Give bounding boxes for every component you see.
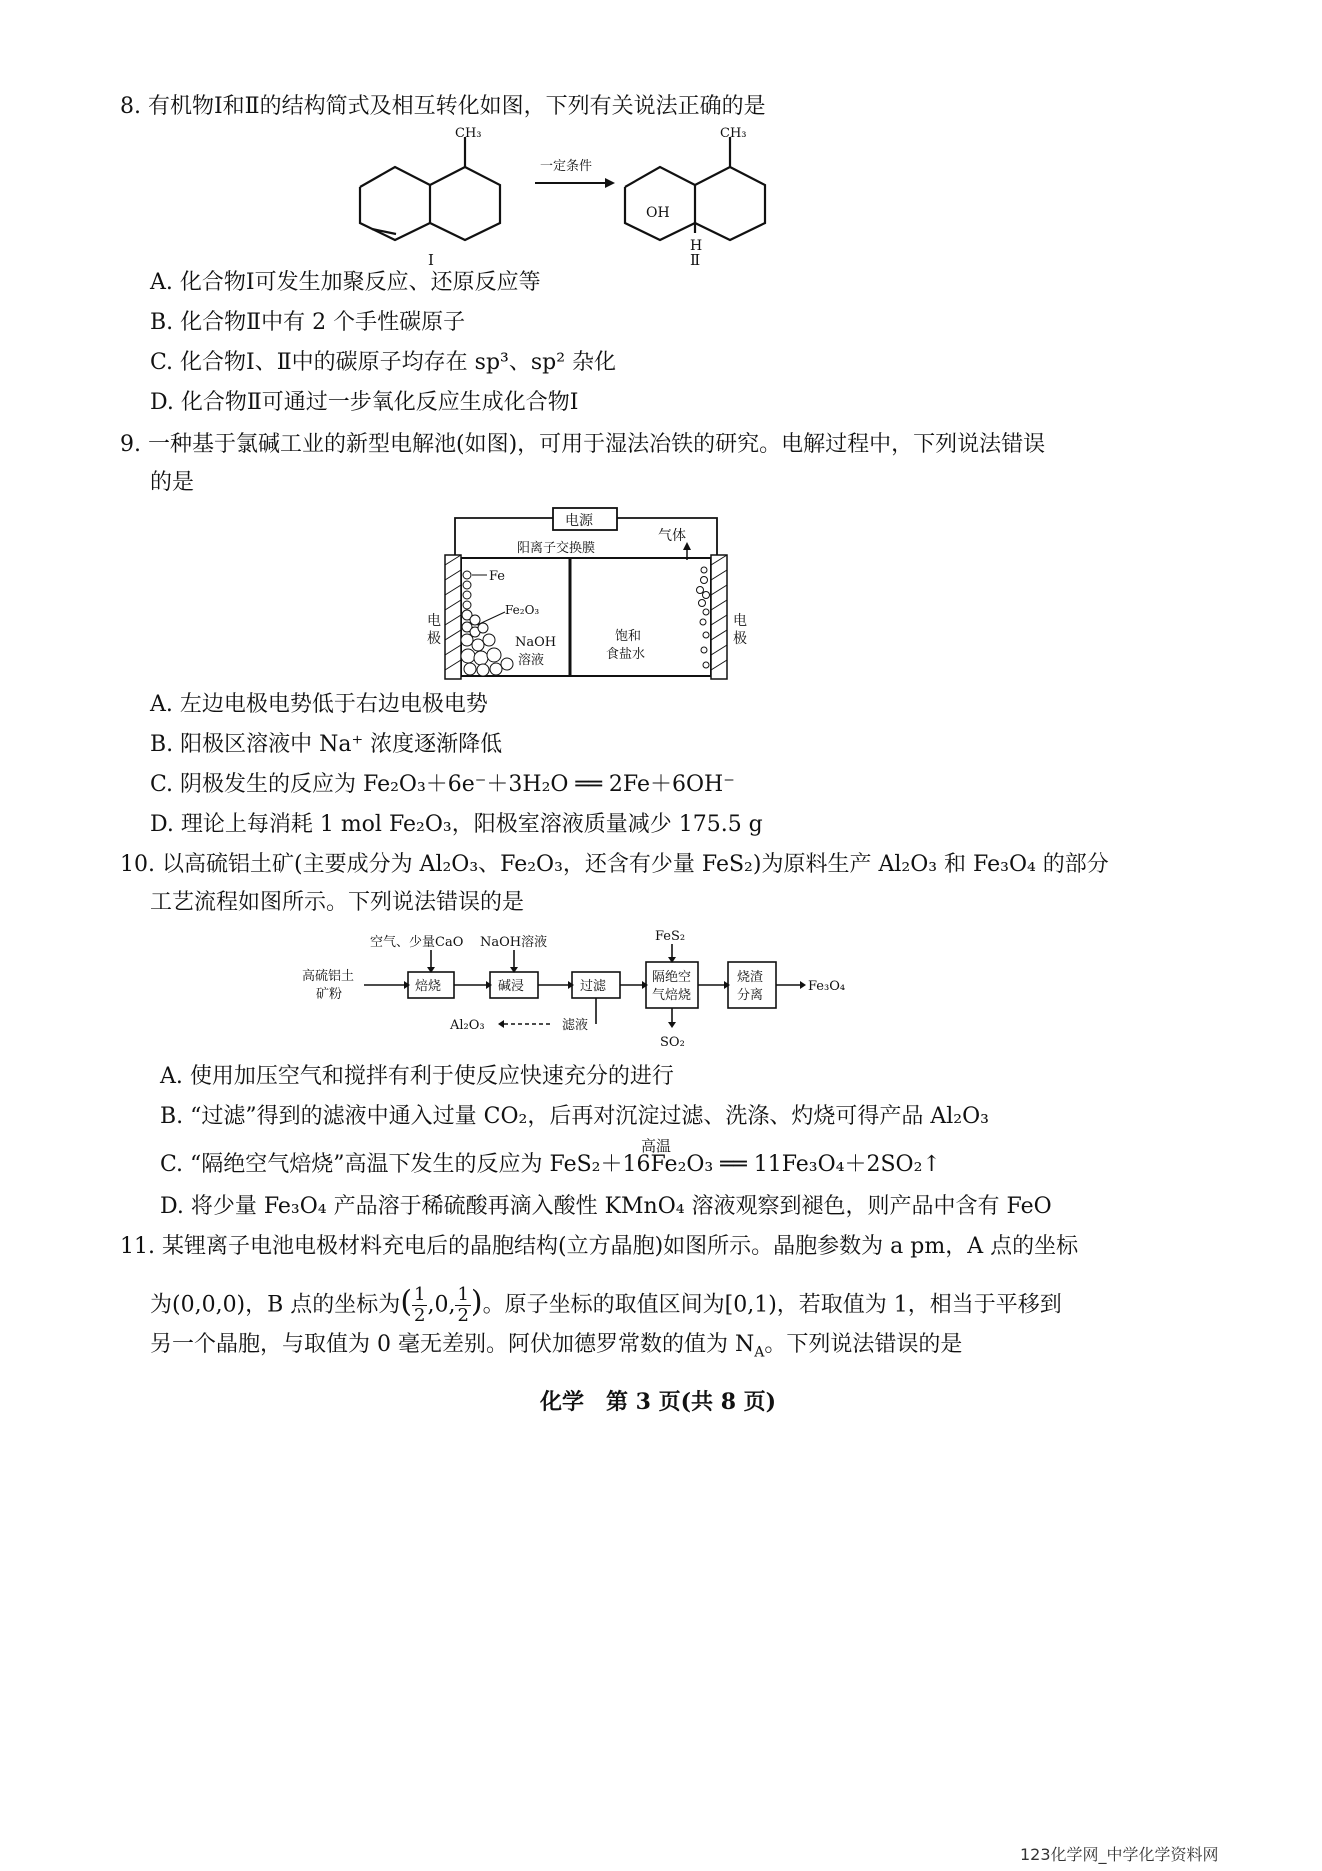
q10-separate-box-2: 分离	[737, 988, 764, 1003]
q10-so2-label: SO₂	[660, 1035, 685, 1050]
q10-ore-label-1: 高硫铝土	[302, 969, 355, 984]
q11-line2-end: 。原子坐标的取值区间为[0,1)，若取值为 1，相当于平移到	[482, 1292, 1062, 1318]
q10-fes2-label: FeS₂	[655, 929, 686, 944]
q11-paren-left: (	[400, 1284, 413, 1320]
q11-paren-right: )	[470, 1284, 483, 1320]
q11-fraction-1-den: 2	[414, 1305, 426, 1326]
q10-option-b: B. “过滤”得到的滤液中通入过量 CO₂，后再对沉淀过滤、洗涤、灼烧可得产品 Al₂O₃	[160, 1104, 989, 1129]
q11-fraction-2	[455, 1285, 470, 1326]
q11-line3	[150, 1330, 962, 1367]
q10-stem-line1: 10. 以高硫铝土矿(主要成分为 Al₂O₃、Fe₂O₃，还含有少量 FeS₂)为原料生产 Al₂O₃ 和 Fe₃O₄ 的部分	[120, 852, 1109, 877]
q10-option-a: A. 使用加压空气和搅拌有利于使反应快速充分的进行	[160, 1064, 674, 1089]
q10-roast-box: 焙烧	[415, 979, 442, 994]
q8-ch3-2: CH₃	[720, 126, 747, 141]
q9-stem-line1: 9. 一种基于氯碱工业的新型电解池(如图)，可用于湿法冶铁的研究。电解过程中，下列说法错误	[120, 432, 1046, 457]
q10-al2o3-label: Al₂O₃	[450, 1018, 485, 1033]
q10-option-d: D. 将少量 Fe₃O₄ 产品溶于稀硫酸再滴入酸性 KMnO₄ 溶液观察到褪色，则产品中含有 FeO	[160, 1194, 1052, 1219]
q9-left-electrode-2: 极	[427, 631, 441, 647]
q9-option-b: B. 阳极区溶液中 Na⁺ 浓度逐渐降低	[150, 732, 503, 757]
q9-option-d: D. 理论上每消耗 1 mol Fe₂O₃，阳极室溶液质量减少 175.5 g	[150, 812, 763, 837]
q10-ore-label-2: 矿粉	[316, 987, 343, 1002]
q9-naoh-label-2: 溶液	[518, 653, 545, 668]
q11-line2	[150, 1285, 1062, 1326]
q9-gas-label: 气体	[658, 528, 686, 544]
q8-ch3-1: CH₃	[455, 126, 482, 141]
q9-electrolysis-figure	[425, 500, 755, 685]
q8-h-label: H	[690, 238, 703, 254]
q10-separate-box-1: 烧渣	[737, 970, 764, 985]
q10-fe3o4-label: Fe₃O₄	[808, 979, 846, 994]
q9-fe-label: Fe	[489, 569, 506, 584]
page-footer: 化学 第 3 页(共 8 页)	[540, 1389, 777, 1415]
q8-oh-label: OH	[646, 205, 670, 221]
q8-structure-figure	[350, 125, 830, 265]
q9-right-electrode-1: 电	[733, 613, 747, 629]
q10-stem-line2: 工艺流程如图所示。下列说法错误的是	[150, 890, 525, 915]
q8-arrow-condition: 一定条件	[540, 159, 593, 174]
q11-comma-zero: ,0,	[427, 1292, 456, 1318]
watermark-text: 123化学网_中学化学资料网	[1020, 1845, 1219, 1864]
q8-option-c: C. 化合物Ⅰ、Ⅱ中的碳原子均存在 sp³、sp² 杂化	[150, 350, 617, 375]
q10-filter-box: 过滤	[580, 979, 607, 994]
q9-membrane-label: 阳离子交换膜	[517, 541, 596, 556]
q9-option-c: C. 阴极发生的反应为 Fe₂O₃＋6e⁻＋3H₂O ══ 2Fe＋6OH⁻	[150, 772, 735, 797]
q10-flowchart	[300, 922, 860, 1054]
q11-fraction-1-num: 1	[414, 1284, 426, 1305]
q9-salt-label-1: 饱和	[615, 629, 642, 644]
q9-naoh-label-1: NaOH	[515, 635, 557, 650]
q10-leach-box: 碱浸	[498, 979, 525, 994]
q8-label-2: Ⅱ	[690, 251, 701, 265]
q11-fraction-2-num: 1	[457, 1284, 469, 1305]
q11-line3-start: 另一个晶胞，与取值为 0 毫无差别。阿伏加德罗常数的值为 N	[150, 1332, 755, 1357]
q11-na-subscript: A	[754, 1344, 765, 1361]
q9-salt-label-2: 食盐水	[606, 647, 646, 662]
q10-air-cao-label: 空气、少量CaO	[370, 935, 464, 950]
q9-stem-line2: 的是	[150, 470, 195, 495]
q9-left-electrode-1: 电	[427, 613, 441, 629]
q11-line3-end: 。下列说法错误的是	[764, 1332, 963, 1357]
q10-option-c: C. “隔绝空气焙烧”高温下发生的反应为 FeS₂＋16Fe₂O₃ ══ 11Fe₃O₄＋2SO₂↑	[160, 1152, 941, 1177]
q9-power-label: 电源	[565, 513, 593, 529]
q8-option-a: A. 化合物Ⅰ可发生加聚反应、还原反应等	[150, 270, 541, 295]
q8-option-d: D. 化合物Ⅱ可通过一步氧化反应生成化合物Ⅰ	[150, 390, 579, 415]
q9-option-a: A. 左边电极电势低于右边电极电势	[150, 692, 488, 717]
q8-option-b: B. 化合物Ⅱ中有 2 个手性碳原子	[150, 310, 466, 335]
q10-naoh-label: NaOH溶液	[480, 935, 548, 950]
q11-line2-start: 为(0,0,0)，B 点的坐标为	[150, 1292, 401, 1318]
q9-right-electrode-2: 极	[733, 631, 747, 647]
q10-isolate-box-2: 气焙烧	[652, 988, 692, 1003]
q11-fraction-2-den: 2	[457, 1305, 469, 1326]
q11-line1: 11. 某锂离子电池电极材料充电后的晶胞结构(立方晶胞)如图所示。晶胞参数为 a pm，A 点的坐标	[120, 1234, 1079, 1259]
q11-fraction-1	[412, 1285, 427, 1326]
q10-isolate-box-1: 隔绝空	[652, 970, 692, 985]
q10-high-temp-condition: 高温	[641, 1137, 672, 1155]
q8-label-1: Ⅰ	[428, 251, 434, 265]
q10-filtrate-label: 滤液	[562, 1018, 589, 1033]
q9-fe2o3-label: Fe₂O₃	[505, 603, 540, 617]
q8-stem: 8. 有机物Ⅰ和Ⅱ的结构简式及相互转化如图，下列有关说法正确的是	[120, 94, 766, 119]
